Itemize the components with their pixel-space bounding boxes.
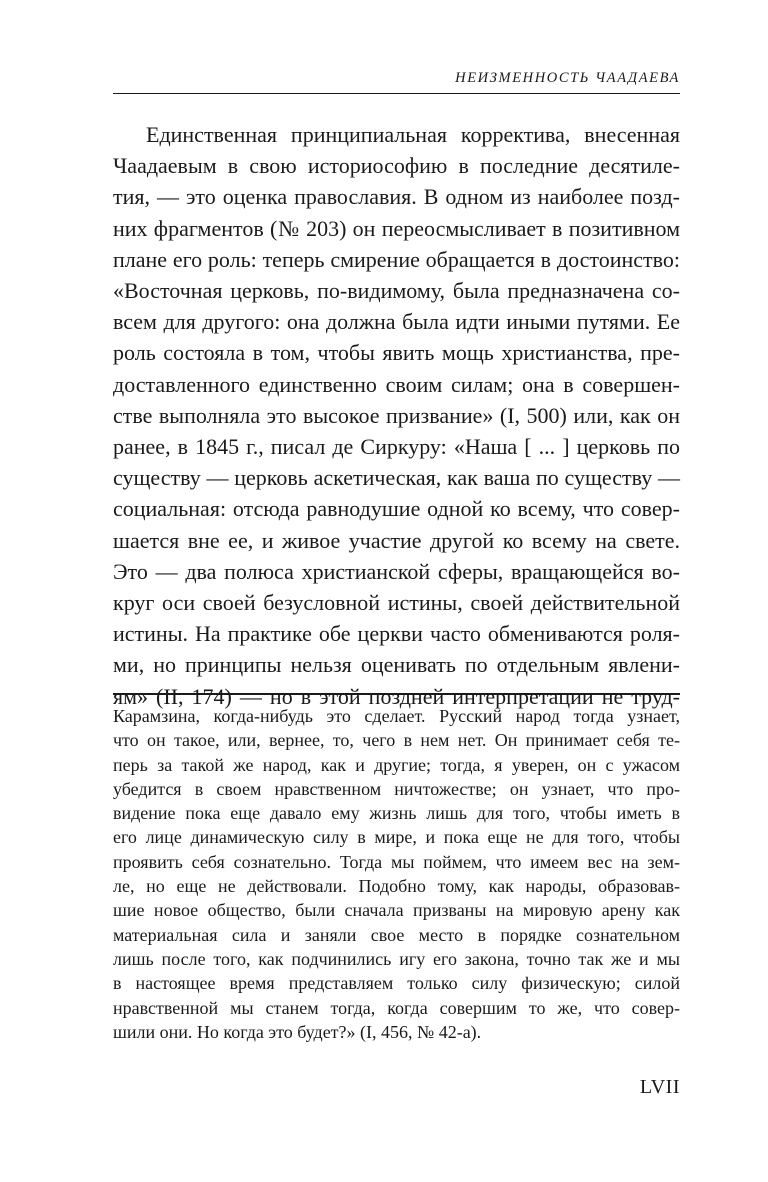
body-text [113, 119, 680, 712]
body-line: «Восточная церковь, по-видимому, была предназначена со- [113, 278, 680, 304]
footnote-text [113, 704, 680, 1044]
body-line: ям» (II, 174) — но в этой поздней интерпретации не труд- [113, 683, 680, 709]
page-number: LVII [639, 1076, 680, 1098]
footnote-line: шили они. Но когда это будет?» (I, 456, № 42-а). [113, 1021, 482, 1042]
footnote-line: шие новое общество, были сначала призваны на мировую арену как [113, 900, 680, 921]
body-line: Чаадаевым в свою историософию в последние десятиле- [113, 153, 680, 179]
body-line: социальная: отсюда равнодушие одной ко всему, что совер- [113, 496, 680, 522]
footnote-line: убедится в своем нравственном ничтожестве; он узнает, что про- [113, 778, 680, 799]
footnote-line: перь за такой же народ, как и другие; тогда, я уверен, он с ужасом [113, 754, 680, 775]
body-line: доставленного единственно своим силам; она в совершен- [113, 371, 680, 397]
footnote-rule [113, 693, 680, 695]
body-line: истины. На практике обе церкви часто обмениваются роля- [113, 621, 680, 647]
footnote-line: ле, но еще не действовали. Подобно тому, как народы, образовав- [113, 876, 680, 897]
body-line: Единственная принципиальная корректива, внесенная [146, 122, 680, 147]
body-line: существу — церковь аскетическая, как ваша по существу — [113, 465, 680, 491]
body-line: всем для другого: она должна была идти иными путями. Ее [113, 309, 680, 335]
running-head-rule [113, 93, 680, 94]
body-line: ранее, в 1845 г., писал де Сиркуру: «Наша [ ... ] церковь по [113, 434, 680, 460]
body-line: Это — два полюса христианской сферы, вращающейся во- [113, 558, 680, 584]
body-line: них фрагментов (№ 203) он переосмысливает в позитивном [113, 215, 680, 241]
footnote-line: его лице динамическую силу в мире, и пока еще не для того, чтобы [113, 827, 680, 848]
body-line: круг оси своей безусловной истины, своей действительной [113, 590, 680, 616]
footnote-line: видение пока еще давало ему жизнь лишь для того, чтобы иметь в [113, 803, 680, 824]
body-line: ми, но принципы нельзя оценивать по отдельным явлени- [113, 652, 680, 678]
footnote-line: лишь после того, как подчинились игу его закона, точно так же и мы [113, 948, 680, 969]
footnote-line: материальная сила и заняли свое место в порядке сознательном [113, 924, 680, 945]
body-line: тия, — это оценка православия. В одном из наиболее позд- [113, 184, 680, 210]
footnote-line: Карамзина, когда-нибудь это сделает. Русский народ тогда узнает, [113, 706, 680, 726]
body-line: плане его роль: теперь смирение обращается в достоинство: [113, 246, 680, 272]
footnote-line: что он такое, или, вернее, то, чего в нем нет. Он принимает себя те- [113, 730, 680, 751]
body-line: стве выполняла это высокое призвание» (I, 500) или, как он [113, 402, 680, 428]
body-line: роль состояла в том, чтобы явить мощь христианства, пре- [113, 340, 680, 366]
running-head: НЕИЗМЕННОСТЬ ЧААДАЕВА [455, 70, 680, 86]
footnote-line: проявить себя сознательно. Тогда мы поймем, что имеем вес на зем- [113, 851, 680, 872]
footnote-line: в настоящее время представляем только силу физическую; силой [113, 973, 680, 994]
body-line: шается вне ее, и живое участие другой ко всему на свете. [113, 527, 680, 553]
footnote-line: нравственной мы станем тогда, когда совершим то же, что совер- [113, 997, 680, 1018]
